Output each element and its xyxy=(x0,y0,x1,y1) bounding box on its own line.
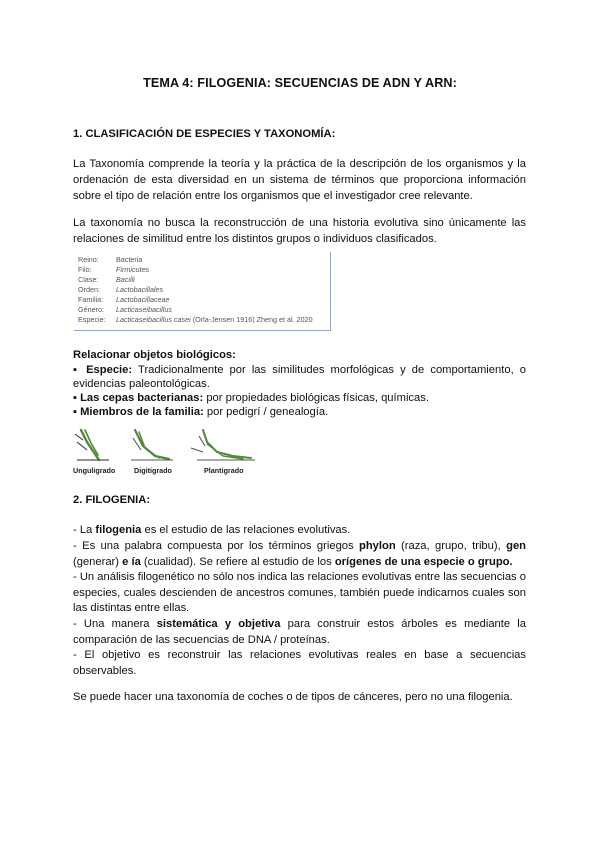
taxonomy-table xyxy=(74,252,331,331)
filogenia-definition: - La filogenia es el estudio de las relaciones evolutivas. xyxy=(73,524,351,536)
section1-paragraph-1: La Taxonomía comprende la teoría y la práctica de la descripción de los organismos y la ordenación de esta diversidad en un sistema de términos que proporciona información sobre el tipo de relación entre los organismos que el investigador cree relevante. xyxy=(73,158,526,202)
foot-bones-illustration xyxy=(73,428,273,464)
section1-paragraph-2: La taxonomía no busca la reconstrucción de una historia evolutiva sino únicamente las relaciones de similitud entre los distintos grupos o individuos clasificados. xyxy=(73,217,526,245)
systematic-method-paragraph: - Una manera sistemática y objetiva para construir estos árboles es mediante la comparación de las secuencias de DNA / proteínas. xyxy=(73,618,526,646)
taxonomy-row: Género: Lacticaseibacillus xyxy=(78,305,172,314)
closing-paragraph: Se puede hacer una taxonomía de coches o de tipos de cánceres, pero no una filogenia. xyxy=(73,691,513,703)
taxonomy-row: Familia: Lactobacillaceae xyxy=(78,295,170,304)
section2-heading: 2. FILOGENIA: xyxy=(73,494,151,506)
relacionar-heading: Relacionar objetos biológicos: xyxy=(73,349,236,361)
taxonomy-row: Especie: Lacticaseibacillus casei (Orla-Jensen 1916) Zheng et al. 2020 xyxy=(78,315,313,324)
taxonomy-row: Clase: Bacilli xyxy=(78,275,135,284)
etymology-line-1: - Es una palabra compuesta por los términos griegos phylon (raza, grupo, tribu), gen xyxy=(73,540,526,552)
foot-label-plantigrado: Plantigrado xyxy=(204,466,244,475)
objective-paragraph: - El objetivo es reconstruir las relaciones evolutivas reales en base a secuencias observables. xyxy=(73,649,526,677)
foot-posture-figure xyxy=(73,428,273,478)
phylogenetic-analysis-paragraph: - Un análisis filogenético no sólo nos indica las relaciones evolutivas entre las secuencias o especies, cuales descienden de ancestros comunes, también puede indicarnos cuales son las distintas entre ellas. xyxy=(73,571,526,614)
bullet-especie-continuation: evidencias paleontológicas. xyxy=(73,378,210,390)
page-title: TEMA 4: FILOGENIA: SECUENCIAS DE ADN Y ARN: xyxy=(143,76,457,90)
taxonomy-row: Reino: Bacteria xyxy=(78,255,143,264)
taxonomy-row: Orden: Lactobacillales xyxy=(78,285,164,294)
section1-heading: 1. CLASIFICACIÓN DE ESPECIES Y TAXONOMÍA: xyxy=(73,128,336,140)
bullet-cepas: ▪ Las cepas bacterianas: por propiedades biológicas físicas, químicas. xyxy=(73,392,429,404)
foot-label-digitigrado: Digitigrado xyxy=(134,466,172,475)
foot-label-unguligrado: Unguligrado xyxy=(73,466,116,475)
etymology-line-2: (generar) e ía (cualidad). Se refiere al estudio de los orígenes de una especie o grupo. xyxy=(73,556,513,568)
taxonomy-row: Filo: Firmicutes xyxy=(78,265,150,274)
bullet-especie: ▪ Especie: Tradicionalmente por las similitudes morfológicas y de comportamiento, o xyxy=(73,364,527,376)
bullet-familia: ▪ Miembros de la familia: por pedigrí / genealogía. xyxy=(73,406,329,418)
